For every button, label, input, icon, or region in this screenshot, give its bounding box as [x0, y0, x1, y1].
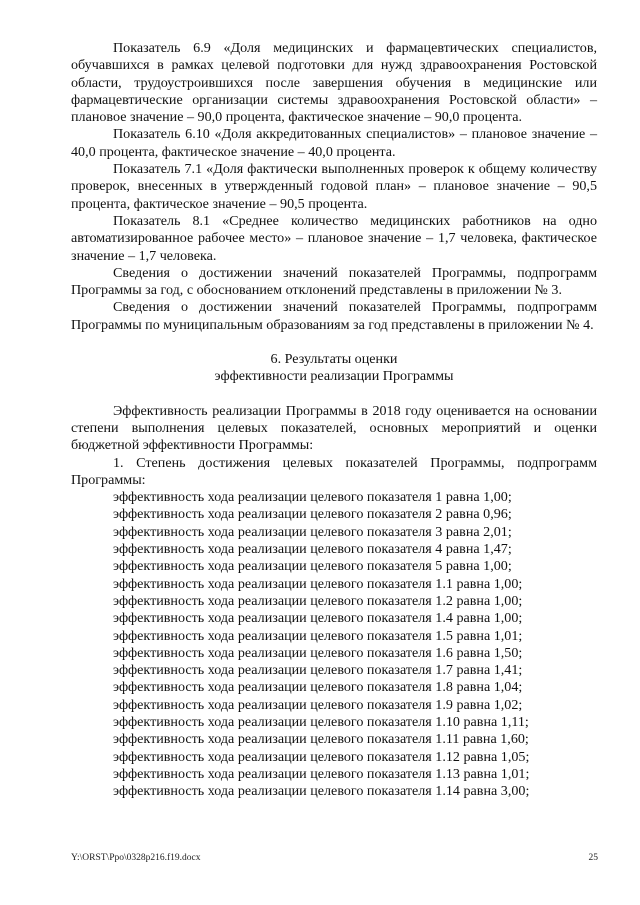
- efficiency-item: эффективность хода реализации целевого показателя 1.6 равна 1,50;: [113, 644, 523, 661]
- efficiency-item: эффективность хода реализации целевого показателя 1.8 равна 1,04;: [113, 679, 523, 696]
- efficiency-item: эффективность хода реализации целевого показателя 1.10 равна 1,11;: [113, 713, 529, 730]
- paragraph-target-indicators: 1. Степень достижения целевых показателей Программы, подпрограмм Программы:: [71, 454, 597, 488]
- efficiency-item: эффективность хода реализации целевого показателя 1 равна 1,00;: [113, 489, 512, 506]
- section-title-line1: 6. Результаты оценки: [270, 351, 398, 368]
- efficiency-item: эффективность хода реализации целевого показателя 1.12 равна 1,05;: [113, 748, 530, 765]
- efficiency-item: эффективность хода реализации целевого показателя 1.9 равна 1,02;: [113, 696, 523, 713]
- document-page: [71, 40, 597, 800]
- paragraph-evaluation-intro: Эффективность реализации Программы в 2018 году оценивается на основании степени выполнения целевых показателей, основных мероприятий и оценки бюджетной эффективности Программы:: [71, 402, 597, 454]
- efficiency-item: эффективность хода реализации целевого показателя 1.13 равна 1,01;: [113, 765, 530, 782]
- efficiency-item: эффективность хода реализации целевого показателя 1.5 равна 1,01;: [113, 627, 523, 644]
- paragraph-indicator-6-9: Показатель 6.9 «Доля медицинских и фармацевтических специалистов, обучавшихся в рамках целевой подготовки для нужд здравоохранения Ростовской области, трудоустроившихся после завершения обучения в медицинские или фармацевтические организации системы здравоохранения Ростовской области» – плановое значение – 90,0 процента, фактическое значение – 90,0 процента.: [71, 40, 597, 126]
- efficiency-item: эффективность хода реализации целевого показателя 2 равна 0,96;: [113, 506, 512, 523]
- efficiency-item: эффективность хода реализации целевого показателя 1.14 равна 3,00;: [113, 783, 530, 800]
- efficiency-item: эффективность хода реализации целевого показателя 3 равна 2,01;: [113, 523, 512, 540]
- paragraph-appendix-3: Сведения о достижении значений показателей Программы, подпрограмм Программы за год, с обоснованием отклонений представлены в приложении № 3.: [71, 264, 597, 299]
- efficiency-item: эффективность хода реализации целевого показателя 4 равна 1,47;: [113, 541, 512, 558]
- page-footer: [71, 853, 598, 863]
- paragraph-indicator-7-1: Показатель 7.1 «Доля фактически выполненных проверок к общему количеству проверок, внесенных в утвержденный годовой план» – плановое значение – 90,5 процента, фактическое значение – 90,5 процента.: [71, 161, 597, 212]
- efficiency-item: эффективность хода реализации целевого показателя 1.11 равна 1,60;: [113, 731, 529, 748]
- efficiency-item: эффективность хода реализации целевого показателя 1.7 равна 1,41;: [113, 662, 523, 679]
- efficiency-item: эффективность хода реализации целевого показателя 1.4 равна 1,00;: [113, 610, 523, 627]
- section-title-line2: эффективности реализации Программы: [214, 368, 454, 385]
- efficiency-item: эффективность хода реализации целевого показателя 1.2 равна 1,00;: [113, 592, 523, 609]
- page-number: 25: [588, 853, 598, 863]
- efficiency-item: эффективность хода реализации целевого показателя 5 равна 1,00;: [113, 558, 512, 575]
- efficiency-item: эффективность хода реализации целевого показателя 1.1 равна 1,00;: [113, 575, 523, 592]
- paragraph-indicator-6-10: Показатель 6.10 «Доля аккредитованных специалистов» – плановое значение – 40,0 процента, фактическое значение – 40,0 процента.: [71, 126, 597, 160]
- footer-file-path: Y:\ORST\Ppo\0328p216.f19.docx: [71, 853, 201, 863]
- paragraph-appendix-4: Сведения о достижении значений показателей Программы, подпрограмм Программы по муниципальным образованиям за год представлены в приложении № 4.: [71, 299, 597, 333]
- paragraph-indicator-8-1: Показатель 8.1 «Среднее количество медицинских работников на одно автоматизированное рабочее место» – плановое значение – 1,7 человека, фактическое значение – 1,7 человека.: [71, 212, 597, 264]
